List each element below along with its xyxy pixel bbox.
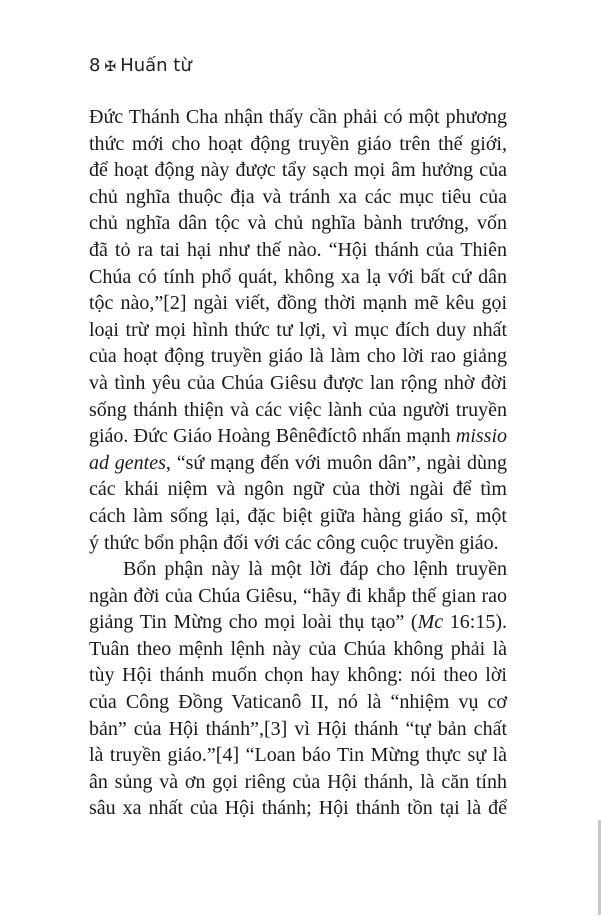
text-line: loại trừ mọi hình thức tư lợi, vì mục đích duy nhất	[89, 318, 507, 341]
text-line: là truyền giáo.”[4] “Loan báo Tin Mừng thực sự là	[89, 744, 507, 767]
text-line: thức mới cho hoạt động truyền giáo trên thế giới,	[89, 132, 507, 155]
text-line	[89, 423, 507, 450]
text-segment: 16:15).	[443, 611, 508, 634]
text-line: cách làm sống lại, đặc biệt giữa hàng giáo sĩ, một	[89, 504, 507, 527]
text-line: để hoạt động này được tẩy sạch mọi âm hưởng của	[89, 159, 507, 182]
text-line: ngàn đời của Chúa Giêsu, “hãy đi khắp thế gian rao	[89, 584, 507, 607]
text-line: bản” của Hội thánh”,[3] vì Hội thánh “tự bản chất	[89, 717, 507, 740]
page-number: 8	[89, 55, 101, 76]
text-line: đã tỏ ra tai hại như thế nào. “Hội thánh của Thiên	[89, 238, 507, 261]
text-line: tùy Hội thánh muốn chọn hay không: nói theo lời	[89, 664, 507, 687]
text-line: Đức Thánh Cha nhận thấy cần phải có một phương	[89, 106, 507, 128]
text-line: Tuân theo mệnh lệnh này của Chúa không phải là	[89, 637, 507, 660]
text-segment: giảng Tin Mừng cho mọi loài thụ tạo” (	[89, 611, 418, 634]
text-line: chủ nghĩa dân tộc và chủ nghĩa bành trướng, vốn	[89, 212, 507, 235]
text-line: của Công Đồng Vaticanô II, nó là “nhiệm vụ cơ	[89, 691, 507, 714]
text-segment: giáo. Đức Giáo Hoàng Bênêđíctô nhấn mạnh	[89, 425, 456, 448]
text-line: tộc nào,”[2] ngài viết, đồng thời mạnh mẽ kêu gọi	[89, 292, 507, 315]
italic-term: missio	[455, 425, 507, 448]
cross-ornament-icon: ✠	[104, 59, 117, 75]
text-line: chủ nghĩa thuộc địa và tránh xa các mục tiêu của	[89, 185, 507, 208]
text-line: Bổn phận này là một lời đáp cho lệnh truyền	[123, 558, 507, 581]
text-line: sống thánh thiện và các việc lành của người truyền	[89, 398, 507, 421]
text-line: Chúa có tính phổ quát, không xa lạ với bất cứ dân	[89, 265, 507, 288]
text-line	[89, 609, 507, 636]
text-line: ân sủng và ơn gọi riêng của Hội thánh, là căn tính	[89, 770, 507, 793]
text-line: sâu xa nhất của Hội thánh; Hội thánh tồn tại là để	[89, 797, 507, 820]
section-title: Huấn từ	[120, 55, 192, 76]
text-line: và tình yêu của Chúa Giêsu được lan rộng nhờ đời	[89, 371, 507, 394]
text-line: các khái niệm và ngôn ngữ của thời ngài để tìm	[89, 478, 507, 501]
text-line	[89, 450, 507, 477]
text-line: ý thức bổn phận đối với các công cuộc truyền giáo.	[89, 531, 499, 554]
running-header	[89, 54, 192, 78]
body-text	[89, 104, 507, 822]
italic-citation: Mc	[417, 611, 444, 634]
italic-term: ad gentes	[89, 451, 166, 474]
text-line: của hoạt động truyền giáo là làm cho lời rao giảng	[89, 345, 507, 368]
text-segment: , “sứ mạng đến với muôn dân”, ngài dùng	[165, 451, 508, 474]
